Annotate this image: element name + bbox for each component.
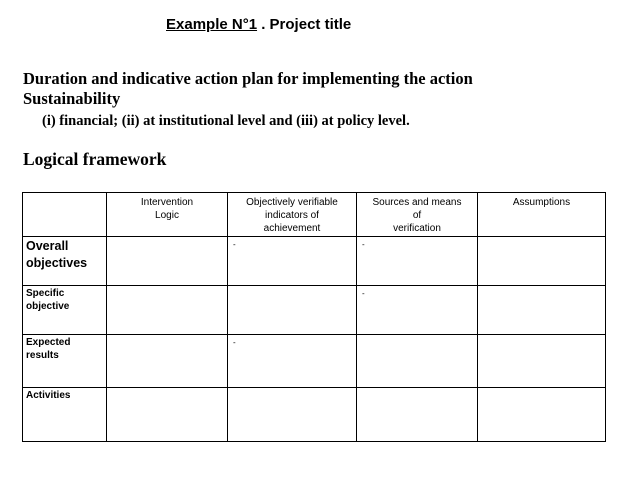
row-label-specific-objective [23,286,107,335]
cell-text [110,289,112,298]
cell-text [481,240,483,249]
header-intervention-logic [107,193,228,237]
table-cell [357,388,478,442]
header-assumptions [478,193,606,237]
header-text: Sources and means of verification [372,197,462,234]
table-cell [478,286,606,335]
document-title [166,16,351,33]
table-header-row [23,193,606,237]
cell-text [110,391,112,400]
sustainability-heading: Sustainability [23,89,121,108]
row-label-expected-results [23,335,107,388]
table-cell [228,388,357,442]
header-text: Objectively verifiable indicators of achievement [246,197,338,234]
cell-text: - [362,240,365,249]
cell-text [481,289,483,298]
table-cell [357,237,478,286]
cell-text [481,338,483,347]
table-cell [107,335,228,388]
table-cell [478,237,606,286]
header-indicators [228,193,357,237]
table-cell [357,286,478,335]
row-label-overall-objectives [23,237,107,286]
table-cell [357,335,478,388]
table-cell [107,237,228,286]
row-label-text: Overall objectives [26,239,88,270]
header-cell-empty [23,193,107,237]
cell-text [231,391,233,400]
cell-text: - [362,289,365,298]
table-cell [228,237,357,286]
header-text: Intervention Logic [140,197,194,221]
cell-text [231,289,233,298]
example-number: Example N°1 [166,16,258,33]
table-cell [478,335,606,388]
row-label-text: Expected results [26,337,71,361]
cell-text [481,391,483,400]
table-cell [107,286,228,335]
sustainability-detail: (i) financial; (ii) at institutional level and (iii) at policy level. [42,113,410,129]
table-cell [478,388,606,442]
cell-text [360,338,362,347]
table-row [23,237,606,286]
table-cell [107,388,228,442]
row-label-activities [23,388,107,442]
row-label-text: Specific objective [26,288,70,312]
header-sources [357,193,478,237]
logical-framework-table [22,192,606,442]
cell-text: - [233,338,236,347]
duration-heading: Duration and indicative action plan for implementing the action [23,69,473,88]
table-cell [228,286,357,335]
cell-text [360,391,362,400]
project-title-text: . Project title [257,16,352,33]
cell-text [110,338,112,347]
logframe-heading: Logical framework [23,149,167,169]
cell-text: - [233,240,236,249]
row-label-text: Activities [26,390,71,401]
cell-text [110,240,112,249]
table-cell [228,335,357,388]
table-row [23,286,606,335]
table-row [23,335,606,388]
table-row [23,388,606,442]
header-text: Assumptions [512,197,571,208]
